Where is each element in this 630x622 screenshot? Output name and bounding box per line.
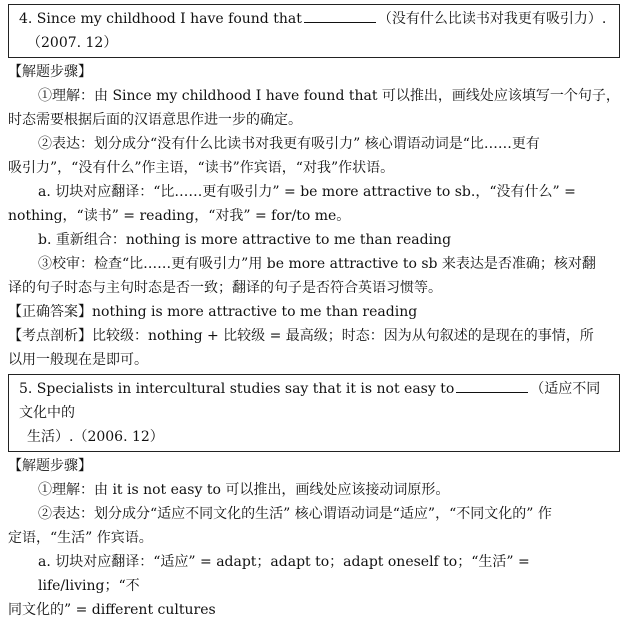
question-4-box bbox=[8, 4, 620, 58]
step-express-cont: 吸引力”，“没有什么”作主语，“读书”作宾语，“对我”作状语。 bbox=[8, 160, 395, 176]
question-4-steps bbox=[8, 60, 622, 372]
step-express: ②表达：划分成分“适应不同文化的生活” 核心谓语动词是“适应”，“不同文化的” 作 bbox=[38, 506, 552, 522]
steps-header: 【解题步骤】 bbox=[8, 64, 92, 80]
step-express-cont: 定语，“生活” 作宾语。 bbox=[8, 530, 153, 546]
analysis-cont: 以用一般现在是即可。 bbox=[8, 352, 148, 368]
steps-header: 【解题步骤】 bbox=[8, 458, 92, 474]
step-a: a. 切块对应翻译：“比……更有吸引力” = be more attractive to sb.，“没有什么” = bbox=[38, 184, 576, 200]
question-5-text: 5. Specialists in intercultural studies say that it is not easy to bbox=[19, 381, 455, 397]
analysis: 【考点剖析】比较级：nothing + 比较级 = 最高级；时态：因为从句叙述的是现在的事情，所 bbox=[8, 328, 594, 344]
question-5-steps bbox=[8, 454, 622, 622]
step-a: a. 切块对应翻译：“适应” = adapt；adapt to；adapt oneself to；“生活” = life/living；“不 bbox=[38, 554, 530, 594]
step-a-cont: 同文化的” = different cultures bbox=[8, 602, 216, 618]
step-express: ②表达：划分成分“没有什么比读书对我更有吸引力” 核心谓语动词是“比……更有 bbox=[38, 136, 540, 152]
correct-answer: 【正确答案】nothing is more attractive to me than reading bbox=[8, 304, 418, 320]
step-understand-cont: 时态需要根据后面的汉语意思作进一步的确定。 bbox=[8, 112, 302, 128]
question-4-text: 4. Since my childhood I have found that bbox=[19, 11, 302, 27]
answer-blank bbox=[456, 378, 528, 393]
question-4-line-1 bbox=[19, 7, 613, 31]
question-4-hint: （没有什么比读书对我更有吸引力）. bbox=[377, 11, 607, 27]
step-a-cont: nothing，“读书” = reading，“对我” = for/to me。 bbox=[8, 208, 351, 224]
step-understand: ①理解：由 Since my childhood I have found that 可以推出，画线处应该填写一个句子， bbox=[38, 88, 620, 104]
step-review: ③校审：检查“比……更有吸引力”用 be more attractive to sb 来表达是否准确；核对翻 bbox=[38, 256, 596, 272]
question-5-box bbox=[8, 374, 620, 452]
question-5-hint: （适应不同文化中的 bbox=[19, 381, 601, 421]
step-review-cont: 译的句子时态与主句时态是否一致；翻译的句子是否符合英语习惯等。 bbox=[8, 280, 442, 296]
step-b: b. 重新组合：nothing is more attractive to me than reading bbox=[38, 232, 452, 248]
step-understand: ①理解：由 it is not easy to 可以推出，画线处应该接动词原形。 bbox=[38, 482, 450, 498]
question-4-line-2: （2007. 12） bbox=[27, 35, 118, 51]
question-5-line-1 bbox=[19, 377, 613, 425]
question-5-line-2: 生活）.（2006. 12） bbox=[27, 429, 164, 445]
answer-blank bbox=[304, 8, 376, 23]
